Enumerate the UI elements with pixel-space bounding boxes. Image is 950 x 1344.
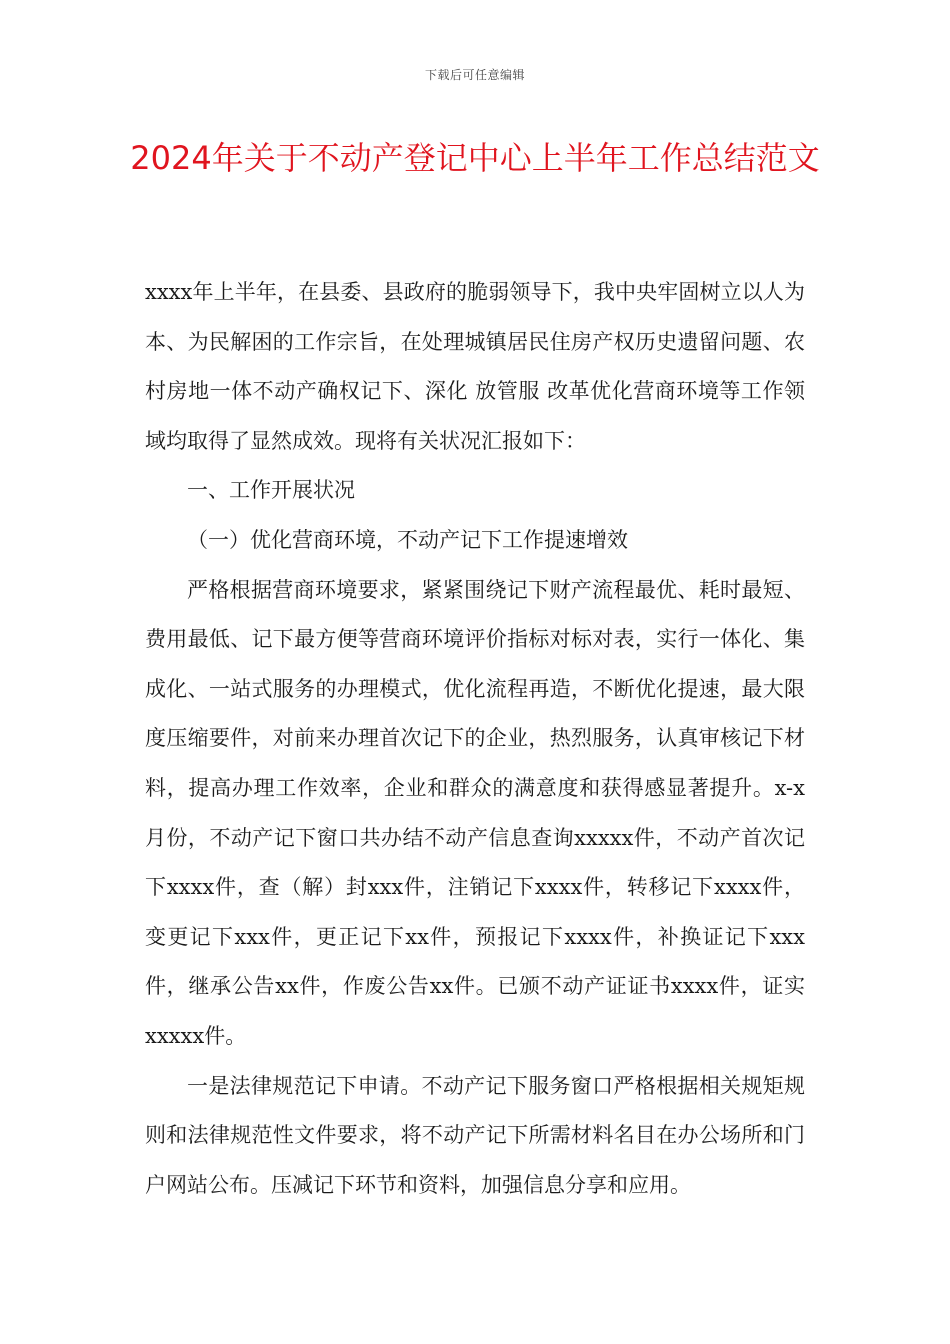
header-note: 下载后可任意编辑	[424, 68, 525, 82]
document-title: 2024年关于不动产登记中心上半年工作总结范文	[130, 139, 820, 177]
document-body	[145, 268, 805, 1210]
paragraph-body: 一是法律规范记下申请。不动产记下服务窗口严格根据相关规矩规则和法律规范性文件要求，将不动产记下所需材料名目在办公场所和门户网站公布。压减记下环节和资料，加强信息分享和应用。	[145, 1073, 805, 1197]
section-heading: 一、工作开展状况	[187, 478, 355, 503]
paragraph-intro: xxxx年上半年，在县委、县政府的脆弱领导下，我中央牢固树立以人为本、为民解困的工作宗旨，在处理城镇居民住房产权历史遗留问题、农村房地一体不动产确权记下、深化 放管服 改革优化营商环境等工作领域均取得了显然成效。现将有关状况汇报如下：	[145, 280, 805, 453]
paragraph-body: 严格根据营商环境要求，紧紧围绕记下财产流程最优、耗时最短、费用最低、记下最方便等营商环境评价指标对标对表，实行一体化、集成化、一站式服务的办理模式，优化流程再造，不断优化提速，最大限度压缩要件，对前来办理首次记下的企业，热烈服务，认真审核记下材料，提高办理工作效率，企业和群众的满意度和获得感显著提升。x-x月份，不动产记下窗口共办结不动产信息查询xxxxx件，不动产首次记下xxxx件，查（解）封xxx件，注销记下xxxx件，转移记下xxxx件，变更记下xxx件，更正记下xx件，预报记下xxxx件，补换证记下xxx件，继承公告xx件，作废公告xx件。已颁不动产证证书xxxx件，证实xxxxx件。	[145, 577, 805, 1048]
subsection-heading: （一）优化营商环境，不动产记下工作提速增效	[187, 527, 628, 552]
